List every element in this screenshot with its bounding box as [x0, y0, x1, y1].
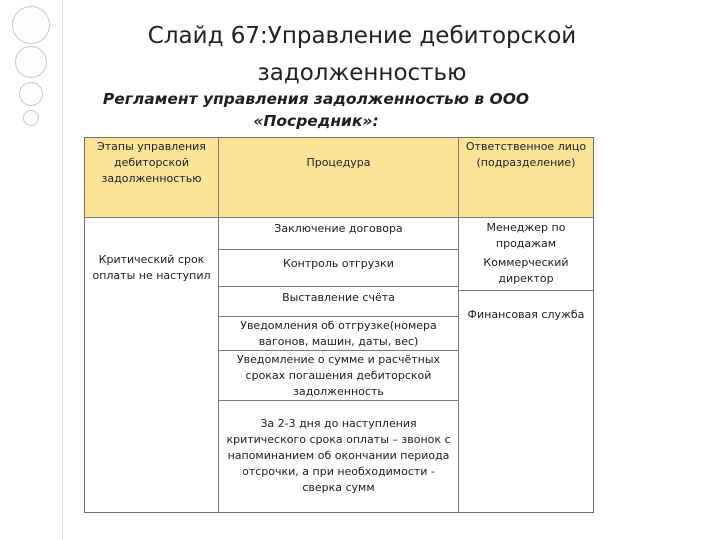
header-responsible: Ответственное лицо (подразделение) [459, 138, 593, 218]
decor-circle-icon [15, 46, 47, 78]
decor-circle-icon [23, 110, 39, 126]
slide-title: Слайд 67:Управление дебиторской задолженностью [147, 23, 577, 86]
responsible-row: Коммерческий директор [459, 255, 593, 291]
procedure-row: Уведомление о сумме и расчётных сроках погашения дебиторской задолженность [219, 351, 459, 401]
responsible-row: Менеджер по продажам [486, 221, 566, 250]
stage-cell: Критический срок оплаты не наступил [85, 218, 219, 512]
procedure-row: Уведомления об отгрузке(номера вагонов, машин, даты, вес) [219, 317, 459, 351]
decor-circle-icon [12, 6, 50, 44]
procedure-row: Заключение договора [219, 218, 459, 250]
header-stage: Этапы управления дебиторской задолженностью [85, 138, 219, 218]
decor-circle-icon [19, 82, 43, 106]
procedure-row: Контроль отгрузки [219, 250, 459, 287]
slide-subtitle: Регламент управления задолженностью в ООО «Посредник»: [102, 90, 530, 130]
procedure-row: Выставление счёта [219, 287, 459, 317]
procedure-row: За 2-3 дня до наступления критического срока оплаты – звонок с напоминанием об окончании периода отсрочки, а при необходимости - сверка сумм [219, 401, 459, 512]
debt-management-table [84, 137, 594, 513]
responsible-row: Финансовая служба [467, 308, 585, 321]
header-procedure: Процедура [219, 138, 459, 218]
slide-decoration [0, 0, 63, 540]
